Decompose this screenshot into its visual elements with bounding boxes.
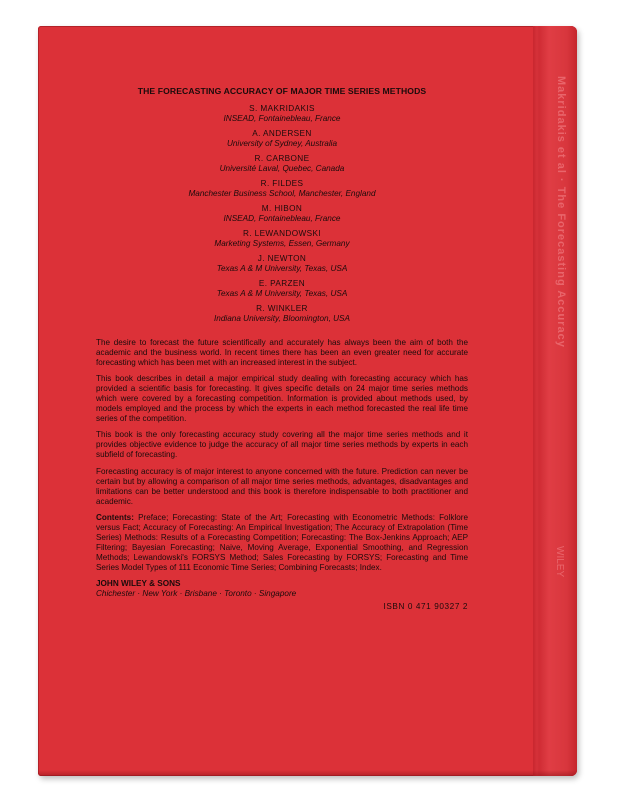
contents-listing (96, 513, 468, 573)
author-list (96, 104, 468, 324)
author-affiliation: Université Laval, Quebec, Canada (219, 164, 345, 173)
author-affiliation: INSEAD, Fontainebleau, France (223, 214, 341, 223)
publisher-name: JOHN WILEY & SONS (96, 578, 181, 588)
author-name: R. LEWANDOWSKI (242, 229, 322, 238)
author-affiliation: University of Sydney, Australia (226, 139, 338, 148)
cover-wear-edge (38, 770, 577, 776)
author-entry (96, 104, 468, 124)
cover-text-block (96, 86, 468, 611)
author-entry (96, 129, 468, 149)
author-entry (96, 204, 468, 224)
author-affiliation: Texas A & M University, Texas, USA (216, 264, 348, 273)
author-name: E. PARZEN (258, 279, 306, 288)
author-affiliation: Marketing Systems, Essen, Germany (214, 239, 350, 248)
book-title: THE FORECASTING ACCURACY OF MAJOR TIME SERIES METHODS (137, 86, 427, 96)
contents-label: Contents: (96, 512, 134, 522)
author-entry (96, 254, 468, 274)
book-spine-edge (533, 26, 577, 776)
description-paragraph: Forecasting accuracy is of major interest to anyone concerned with the future. Prediction can never be certain but by allowing a comparison of all major time series methods, advantages, disadvantages and limitations can be better understood and this book is therefore indispensable to both practitioner and academic. (96, 466, 468, 506)
author-name: R. CARBONE (254, 154, 310, 163)
author-entry (96, 179, 468, 199)
author-name: J. NEWTON (257, 254, 307, 263)
author-name: A. ANDERSEN (252, 129, 312, 138)
publisher-cities: Chichester · New York · Brisbane · Toronto · Singapore (96, 588, 297, 598)
author-entry (96, 304, 468, 324)
author-affiliation: Texas A & M University, Texas, USA (216, 289, 348, 298)
author-entry (96, 279, 468, 299)
author-entry (96, 154, 468, 174)
author-name: S. MAKRIDAKIS (249, 104, 315, 113)
author-entry (96, 229, 468, 249)
author-affiliation: INSEAD, Fontainebleau, France (223, 114, 341, 123)
description-paragraph: The desire to forecast the future scientifically and accurately has always been the aim of both the academic and the business world. In recent times there has been an even greater need for accurate forecasting which has been met with an increased interest in the subject. (96, 338, 468, 368)
author-name: R. FILDES (260, 179, 304, 188)
isbn-number: ISBN 0 471 90327 2 (383, 601, 468, 611)
book-back-cover (38, 26, 577, 776)
author-affiliation: Indiana University, Bloomington, USA (214, 314, 350, 323)
spine-publisher: WILEY (554, 546, 565, 578)
spine-title: Makridakis et al · The Forecasting Accuracy (555, 76, 567, 348)
author-name: R. WINKLER (256, 304, 308, 313)
author-affiliation: Manchester Business School, Manchester, England (188, 189, 376, 198)
description-paragraph: This book describes in detail a major empirical study dealing with forecasting accuracy which has provided a scientific basis for forecasting. It gives specific details on 24 major time series methods which were covered by a forecasting competition. Information is provided about methods used, by models employed and the process by which the experts in each method forecasted the real life time series of the competition. (96, 374, 468, 424)
description-paragraph: This book is the only forecasting accuracy study covering all the major time series methods and it provides objective evidence to judge the accuracy of all major time series methods by experts in each subfield of forecasting. (96, 430, 468, 460)
contents-text: Preface; Forecasting: State of the Art; Forecasting with Econometric Methods: Folklore versus Fact; Accuracy of Forecasting: An Empirical Investigation; The Accuracy of Extrapolation (Time Series) Methods: Results of a Forecasting Competition; Forecasting: The Box-Jenkins Approach; AEP Filtering; Bayesian Forecasting; Naive, Moving Average, Exponential Smoothing, and Regression Methods; Lewandowski's FORSYS Method; Sales Forecasting by FORSYS; Forecasting and Time Series Model Types of 111 Economic Time Series; Combining Forecasts; Index. (96, 512, 468, 572)
author-name: M. HIBON (261, 204, 303, 213)
